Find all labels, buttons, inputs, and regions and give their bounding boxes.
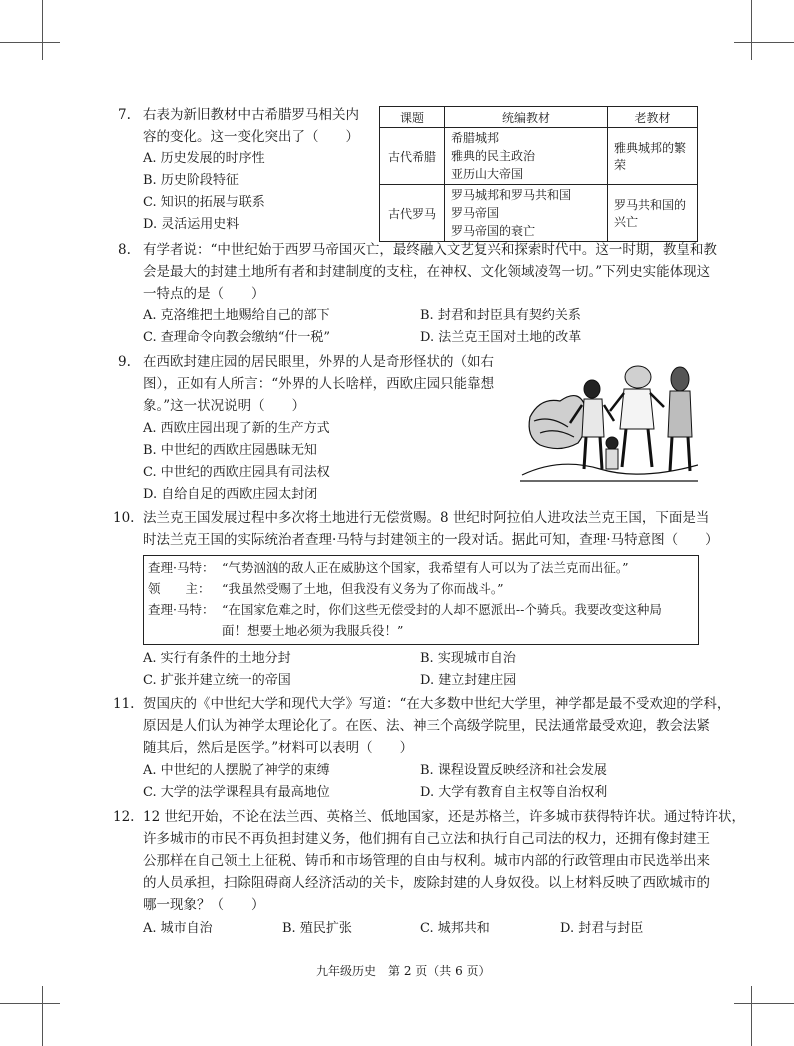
question-text: 有学者说：“中世纪始于西罗马帝国灭亡，最终融入文艺复兴和探索时代中。这一时期，教皇和教 <box>143 242 717 258</box>
question-text: 图），正如有人所言：“外界的人长啥样，西欧庄园只能靠想 <box>143 376 495 392</box>
question-text: 哪一现象？（ ） <box>143 897 265 913</box>
question-text: 12 世纪开始，不论在法兰西、英格兰、低地国家，还是苏格兰，许多城市获得特许状。通过特许状， <box>143 809 745 825</box>
cell-line: 亚历山大帝国 <box>451 167 524 181</box>
table-row <box>380 185 698 242</box>
option-c[interactable]: C. 扩张并建立统一的帝国 <box>143 673 291 688</box>
cell-line: 希腊城邦 <box>451 131 500 145</box>
table-header: 统编教材 <box>445 107 608 128</box>
question-text: 右表为新旧教材中古希腊罗马相关内 <box>143 107 359 123</box>
option-a[interactable]: A. 中世纪的人摆脱了神学的束缚 <box>143 763 330 778</box>
question-number: 12. <box>113 809 135 825</box>
option-a[interactable]: A. 城市自治 <box>143 921 213 936</box>
question-text: 时法兰克王国的实际统治者查理·马特与封建领主的一段对话。据此可知，查理·马特意图（ ） <box>143 532 719 548</box>
monster-woodcut-illustration <box>520 357 698 485</box>
question-number: 7. <box>118 107 131 123</box>
option-c[interactable]: C. 城邦共和 <box>420 921 490 936</box>
option-d[interactable]: D. 大学有教育自主权等自治权利 <box>420 785 608 800</box>
option-a[interactable]: A. 西欧庄园出现了新的生产方式 <box>143 421 330 436</box>
question-number: 11. <box>113 696 135 712</box>
cell-line: 雅典的民主政治 <box>451 149 536 163</box>
option-b[interactable]: B. 中世纪的西欧庄园愚昧无知 <box>143 443 317 458</box>
table-cell: 雅典城邦的繁荣 <box>608 128 698 185</box>
option-d[interactable]: D. 建立封建庄园 <box>420 673 517 688</box>
question-text: 公那样在自己领土上征税、铸币和市场管理的自由与权利。城市内部的行政管理由市民选举出来 <box>143 853 710 869</box>
cell-line: 罗马城邦和罗马共和国 <box>451 188 572 202</box>
option-d[interactable]: D. 自给自足的西欧庄园太封闭 <box>143 487 318 502</box>
question-text: 容的变化。这一变化突出了（ ） <box>143 129 359 145</box>
option-d[interactable]: D. 封君与封臣 <box>560 921 644 936</box>
dialog-speaker: 领 主： <box>148 581 211 596</box>
crop-mark <box>751 986 752 1046</box>
dialog-box <box>143 555 699 645</box>
crop-mark <box>734 42 794 43</box>
question-text: 贺国庆的《中世纪大学和现代大学》写道：“在大多数中世纪大学里，神学都是最不受欢迎的学科， <box>143 696 731 712</box>
question-number: 8. <box>118 242 131 258</box>
table-cell: 古代希腊 <box>380 128 445 185</box>
crop-mark <box>42 0 43 60</box>
dialog-text: “我虽然受赐了土地，但我没有义务为了你而战斗。” <box>222 581 504 596</box>
question-text: 随其后，然后是医学。”材料可以表明（ ） <box>143 740 414 756</box>
option-a[interactable]: A. 实行有条件的土地分封 <box>143 651 291 666</box>
option-d[interactable]: D. 灵活运用史料 <box>143 217 240 232</box>
table-header: 老教材 <box>608 107 698 128</box>
question-text: 许多城市的市民不再负担封建义务，他们拥有自己立法和执行自己司法的权力，还拥有像封建王 <box>143 831 710 847</box>
table-cell: 古代罗马 <box>380 185 445 242</box>
option-b[interactable]: B. 封君和封臣具有契约关系 <box>420 308 581 323</box>
option-b[interactable]: B. 殖民扩张 <box>282 921 352 936</box>
table-header: 课题 <box>380 107 445 128</box>
dialog-text: 面！想要土地必须为我服兵役！” <box>222 623 404 638</box>
option-c[interactable]: C. 查理命令向教会缴纳“什一税” <box>143 330 331 345</box>
option-c[interactable]: C. 中世纪的西欧庄园具有司法权 <box>143 465 330 480</box>
option-b[interactable]: B. 课程设置反映经济和社会发展 <box>420 763 607 778</box>
option-a[interactable]: A. 克洛维把土地赐给自己的部下 <box>143 308 330 323</box>
question-number: 10. <box>113 510 135 526</box>
question-text: 会是最大的封建土地所有者和封建制度的支柱，在神权、文化领域凌驾一切。”下列史实能体现这 <box>143 264 711 280</box>
question-text: 的人员承担，扫除阻碍商人经济活动的关卡，废除封建的人身奴役。以上材料反映了西欧城市的 <box>143 875 710 891</box>
cell-line: 罗马帝国 <box>451 206 500 220</box>
question-text: 在西欧封建庄园的居民眼里，外界的人是奇形怪状的（如右 <box>143 354 494 370</box>
crop-mark <box>0 42 60 43</box>
question-text: 一特点的是（ ） <box>143 286 265 302</box>
crop-mark <box>0 1003 60 1004</box>
option-b[interactable]: B. 历史阶段特征 <box>143 173 239 188</box>
question-text: 原因是人们认为神学太理论化了。在医、法、神三个高级学院里，民法通常最受欢迎，教会法紧 <box>143 718 710 734</box>
crop-mark <box>751 0 752 60</box>
dialog-speaker: 查理·马特： <box>148 602 215 617</box>
question-number: 9. <box>118 354 131 370</box>
cell-line: 罗马帝国的衰亡 <box>451 224 536 238</box>
table-cell <box>445 185 608 242</box>
page-footer: 九年级历史 第 2 页（共 6 页） <box>316 964 491 978</box>
question-text: 象。”这一状况说明（ ） <box>143 398 306 414</box>
table-row <box>380 128 698 185</box>
dialog-text: “在国家危难之时，你们这些无偿受封的人却不愿派出--个骑兵。我要改变这种局 <box>222 602 662 617</box>
option-d[interactable]: D. 法兰克王国对土地的改革 <box>420 330 582 345</box>
option-a[interactable]: A. 历史发展的时序性 <box>143 151 265 166</box>
table-cell <box>445 128 608 185</box>
crop-mark <box>42 986 43 1046</box>
comparison-table <box>379 106 698 242</box>
dialog-text: “气势汹汹的敌人正在威胁这个国家，我希望有人可以为了法兰克而出征。” <box>222 560 629 575</box>
option-b[interactable]: B. 实现城市自治 <box>420 651 516 666</box>
crop-mark <box>734 1003 794 1004</box>
dialog-speaker: 查理·马特： <box>148 560 215 575</box>
option-c[interactable]: C. 大学的法学课程具有最高地位 <box>143 785 330 800</box>
option-c[interactable]: C. 知识的拓展与联系 <box>143 195 265 210</box>
question-text: 法兰克王国发展过程中多次将土地进行无偿赏赐。8 世纪时阿拉伯人进攻法兰克王国，下面是当 <box>143 510 710 526</box>
table-cell: 罗马共和国的兴亡 <box>608 185 698 242</box>
